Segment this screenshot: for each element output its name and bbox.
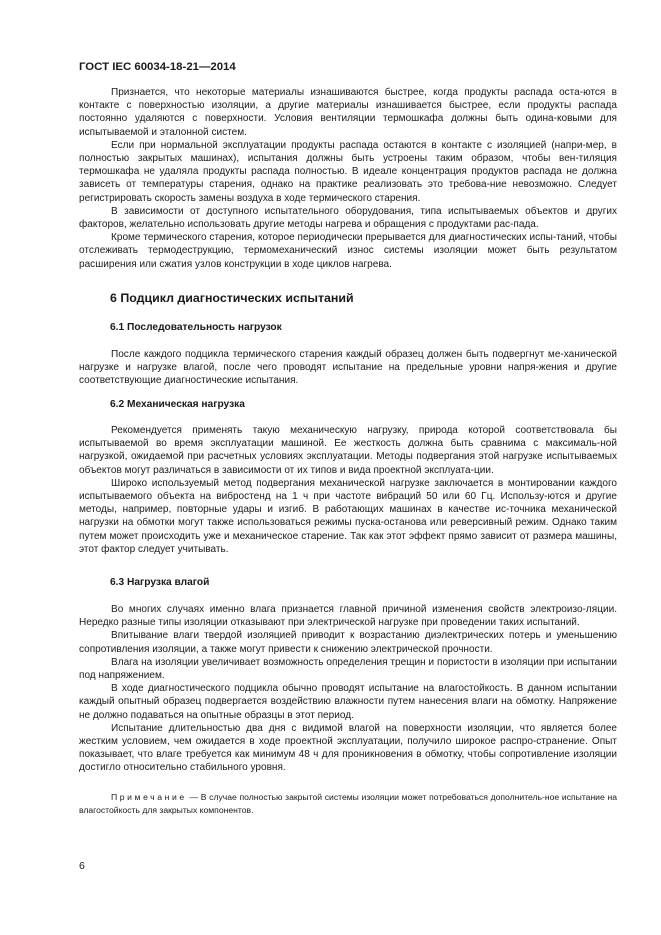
- paragraph: Впитывание влаги твердой изоляцией приводит к возрастанию диэлектрических потерь и уменьшению сопротивления изоляции, а также могут привести к снижению электрической прочности.: [79, 630, 617, 655]
- section-6-2-heading: 6.2 Механическая нагрузка: [110, 399, 245, 410]
- section-6-1-heading: 6.1 Последовательность нагрузок: [110, 322, 282, 333]
- paragraph: Во многих случаях именно влага признается главной причиной изменения свойств электроизо-ляции. Нередко разные типы изоляции отказывают при электрической нагрузке при проведении таких испытаний.: [79, 604, 617, 629]
- paragraph: Широко используемый метод подвергания механической нагрузке заключается в монтировании каждого испытываемого объекта на вибростенд на 1 ч при частоте вибраций 50 или 60 Гц. Использу-ются и другие методы, например, повторные удары и изгиб. В работающих машинах в качестве ис-точника механической нагрузки на обмотки могут также использоваться режимы пуска-останова или реверсивный режим. Однако таким путем может происходить уже и механическое старение. Так как этот эффект прямо зависит от размера машины, этот фактор следует учитывать.: [79, 477, 617, 555]
- paragraph: В зависимости от доступного испытательного оборудования, типа испытываемых объектов и других факторов, желательно использовать другие методы нагрева и обращения с продуктами рас-пада.: [79, 205, 617, 231]
- note-text: — В случае полностью закрытой системы изоляции может потребоваться дополнитель-ное испытание на влагостойкость для закрытых компонентов.: [79, 792, 617, 815]
- standard-code-header: ГОСТ IEC 60034-18-21—2014: [79, 61, 236, 73]
- note-label: Примечание: [111, 792, 187, 802]
- note-block: [79, 791, 617, 816]
- section-6-heading: 6 Подцикл диагностических испытаний: [110, 291, 354, 305]
- paragraph: Рекомендуется применять такую механическую нагрузку, природа которой соответствовала бы испытываемой во время эксплуатации машиной. Ее жесткость должна быть сравнима с максималь-ной нагрузкой, ожидаемой при расчетных условиях эксплуатации. Методы подвергания этой нагрузке испытываемых объектов могут различаться в зависимости от их типов и вида проектной эксплуата-ции.: [79, 425, 617, 476]
- section-6-2-text: [79, 424, 617, 556]
- section-6-3-heading: 6.3 Нагрузка влагой: [110, 577, 210, 588]
- section-6-1-text: [79, 348, 617, 388]
- paragraph: После каждого подцикла термического старения каждый образец должен быть подвергнут ме-ханической нагрузке и нагрузке влагой, после чего проводят испытание на предельные уровни напря-жения и другие соответствующие диагностические испытания.: [79, 349, 617, 387]
- paragraph: В ходе диагностического подцикла обычно проводят испытание на влагостойкость. В данном испытании каждый опытный образец подвергается воздействию влажности путем нанесения влаги на обмотку. Напряжение не должно подаваться на опытные образцы в этот период.: [79, 683, 617, 721]
- note-paragraph: [79, 791, 617, 816]
- paragraph: Признается, что некоторые материалы изнашиваются быстрее, когда продукты распада оста-ются в контакте с поверхностью изоляции, а другие материалы изнашивается быстрее, если продукты распада постоянно удаляются с поверхности. Условия вентиляции термошкафа должны быть одина-ковыми для испытываемой и эталонной систем.: [79, 87, 617, 138]
- page-number: 6: [79, 860, 85, 872]
- section-6-3-text: [79, 603, 617, 775]
- paragraph: Влага на изоляции увеличивает возможность определения трещин и пористости в изоляции при испытании под напряжением.: [79, 656, 617, 682]
- paragraph: Если при нормальной эксплуатации продукты распада остаются в контакте с изоляцией (напри-мер, в полностью закрытых машинах), испытания должны быть устроены таким образом, чтобы вен-тиляция термошкафа не удаляла продукты распада полностью. В идеале концентрация продуктов распада не должна зависеть от температуры старения, однако на практике реализовать это требова-ние невозможно. Следует регистрировать скорость замены воздуха в ходе термического старения.: [79, 139, 617, 204]
- paragraph: Кроме термического старения, которое периодически прерывается для диагностических испы-таний, чтобы отслеживать термодеструкцию, термомеханический износ системы изоляции может быть результатом расширения или сжатия узлов конструкции в ходе циклов нагрева.: [79, 232, 617, 270]
- paragraph: Испытание длительностью два дня с видимой влагой на поверхности изоляции, что является более жестким условием, чем ожидается в ходе проектной эксплуатации, получило широкое распро-странение. Опыт показывает, что влаге требуется как минимум 48 ч для проникновения в обмотку, чтобы сопротивление изоляции достигло относительно стабильного уровня.: [79, 722, 617, 774]
- intro-text: [79, 86, 617, 271]
